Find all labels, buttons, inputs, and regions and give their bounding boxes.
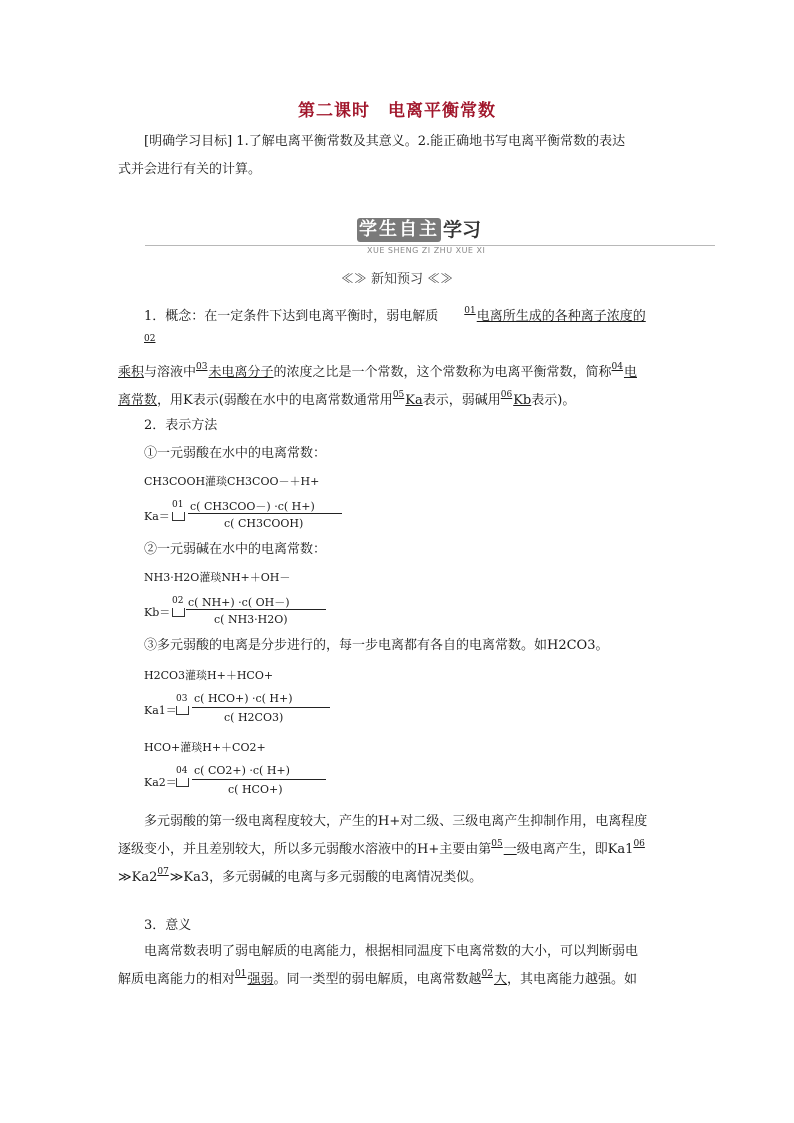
s1-text-d: 与溶液中 [144, 365, 197, 380]
ka-expression [144, 498, 354, 534]
answer-box [176, 706, 189, 715]
banner-badge: 学生自主 [359, 219, 439, 240]
answer-blank: 离常数 [118, 393, 158, 408]
s3-p1: 电离常数表明了弱电解质的电离能力，根据相同温度下电离常数的大小，可以判断弱电 [144, 944, 639, 959]
s1-text-i: ，用K表示(弱酸在水中的电离常数通常用 [157, 393, 393, 408]
answer-number: 04 [611, 362, 623, 372]
ka2-denominator: c( HCO+) [228, 783, 283, 796]
s2-eq2: NH3·H2O灌琰NH+＋OH－ [144, 571, 291, 584]
s2-p3b: ≫Ka3，多元弱碱的电离与多元弱酸的电离情况类似。 [169, 870, 483, 885]
answer-number: 06 [500, 390, 513, 400]
kb-numerator: c( NH+) ·c( OH－) [188, 596, 290, 609]
answer-number: 03 [176, 694, 188, 704]
answer-number: 01 [464, 306, 476, 316]
banner-word: 学习 [443, 219, 482, 241]
answer-blank: 未电离分子 [208, 365, 274, 380]
s2-p3a: ≫Ka2 [118, 870, 158, 885]
ka-numerator: c( CH3COO－) ·c( H+) [190, 500, 315, 513]
banner-pinyin: XUE SHENG ZI ZHU XUE XI [367, 246, 486, 255]
s3-p2a: 解质电离能力的相对 [118, 972, 236, 987]
answer-blank: 电 [623, 365, 637, 380]
subheading: ≪≫ 新知预习 ≪≫ [340, 272, 454, 287]
s3-p2c: 。同一类型的弱电解质，电离常数越 [273, 972, 482, 987]
title-lesson: 第二课时 [298, 101, 370, 121]
answer-number: 05 [491, 839, 503, 849]
answer-number: 05 [392, 390, 405, 400]
s2-p2a: 逐级变小，并且差别较大，所以多元弱酸水溶液中的H+主要由第 [118, 842, 492, 857]
s2-h3: ③多元弱酸的电离是分步进行的，每一步电离都有各自的电离常数。如H2CO3。 [144, 638, 609, 653]
s2-eq1: CH3COOH灌琰CH3COO－＋H+ [144, 475, 320, 488]
ka2-numerator: c( CO2+) ·c( H+) [194, 764, 290, 777]
answer-number: 02 [481, 969, 493, 979]
answer-number: 02 [172, 596, 184, 606]
answer-blank: Ka [405, 393, 423, 408]
objectives-text-1: 1.了解电离平衡常数及其意义。2.能正确地书写电离平衡常数的表达 [236, 134, 626, 149]
fraction-bar [188, 513, 342, 514]
ka2-expression [144, 764, 344, 800]
s2-p1: 多元弱酸的第一级电离程度较大，产生的H+对二级、三级电离产生抑制作用，电离程度 [144, 814, 648, 829]
answer-blank: 电离所生成的各种离子浓度的 [476, 309, 646, 324]
ka-denominator: c( CH3COOH) [224, 517, 304, 530]
s3-paragraph [118, 938, 680, 994]
s1-text-m: 表示)。 [531, 393, 576, 408]
section-1 [118, 303, 680, 415]
ka1-symbol: Ka1＝ [144, 704, 177, 717]
page-title [0, 96, 794, 121]
section-banner [145, 212, 715, 256]
objectives-text-2: 式并会进行有关的计算。 [118, 162, 262, 177]
s2-eq3: H2CO3灌琰H+＋HCO+ [144, 669, 274, 682]
answer-number: 02 [144, 334, 156, 344]
answer-number: 07 [157, 867, 169, 877]
s2-eq4: HCO+灌琰H+＋CO2+ [144, 741, 266, 754]
ka1-expression [144, 692, 344, 728]
s2-paragraph [118, 808, 680, 892]
s2-h2: ②一元弱碱在水中的电离常数： [144, 542, 327, 557]
ka2-symbol: Ka2＝ [144, 776, 177, 789]
fraction-bar [192, 779, 326, 780]
answer-number: 04 [176, 766, 188, 776]
answer-blank: Kb [513, 393, 532, 408]
s3-p2e: ，其电离能力越强。如 [506, 972, 637, 987]
answer-number: 06 [633, 839, 645, 849]
kb-expression [144, 594, 344, 630]
s2-p2c: 级电离产生，即Ka1 [516, 842, 634, 857]
ka-symbol: Ka＝ [144, 510, 170, 523]
answer-box [176, 778, 189, 787]
objectives [118, 128, 680, 184]
title-topic: 电离平衡常数 [388, 101, 496, 121]
answer-box [172, 512, 185, 521]
s2-h1: ①一元弱酸在水中的电离常数： [144, 446, 327, 461]
answer-number: 03 [196, 362, 208, 372]
s3-heading: 3．意义 [144, 918, 192, 933]
answer-box [172, 608, 185, 617]
ka1-denominator: c( H2CO3) [224, 711, 284, 724]
answer-blank: 强弱 [247, 972, 274, 987]
fraction-bar [186, 609, 326, 610]
answer-blank: 乘积 [118, 365, 145, 380]
answer-blank: 大 [493, 972, 507, 987]
objectives-label: [明确学习目标] [144, 134, 233, 149]
answer-blank: 一 [503, 842, 517, 857]
s2-heading: 2．表示方法 [144, 418, 218, 433]
fraction-bar [192, 707, 330, 708]
answer-number: 01 [235, 969, 247, 979]
answer-number: 01 [172, 500, 184, 510]
kb-denominator: c( NH3·H2O) [214, 613, 288, 626]
s1-text-a: 1．概念：在一定条件下达到电离平衡时，弱电解质 [144, 309, 439, 324]
kb-symbol: Kb＝ [144, 606, 171, 619]
s1-text-f: 的浓度之比是一个常数，这个常数称为电离平衡常数，简称 [273, 365, 612, 380]
ka1-numerator: c( HCO+) ·c( H+) [194, 692, 293, 705]
s1-text-k: 表示，弱碱用 [422, 393, 501, 408]
